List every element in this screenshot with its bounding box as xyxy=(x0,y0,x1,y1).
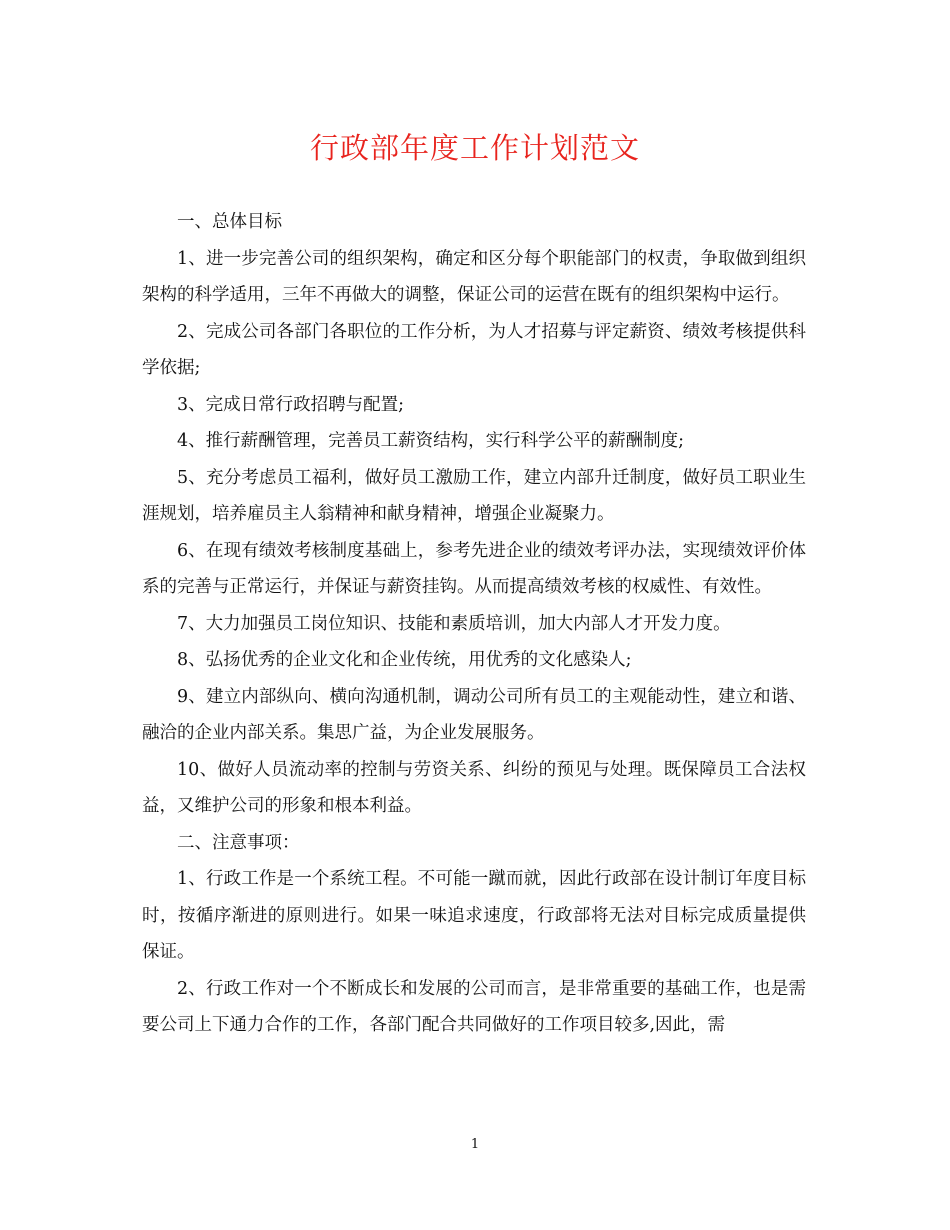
page-number: 1 xyxy=(470,1137,480,1152)
paragraph-goal-8: 8、弘扬优秀的企业文化和企业传统，用优秀的文化感染人; xyxy=(177,650,632,670)
section-heading-notes: 二、注意事项： xyxy=(177,832,300,853)
section-heading-goals: 一、总体目标 xyxy=(177,212,282,232)
paragraph-goal-10: 10、做好人员流动率的控制与劳资关系、纠纷的预见与处理。既保障员工合法权益，又维护公司的形象和根本利益。 xyxy=(142,759,806,816)
paragraph-goal-1: 1、进一步完善公司的组织架构，确定和区分每个职能部门的权责，争取做到组织架构的科学适用，三年不再做大的调整，保证公司的运营在既有的组织架构中运行。 xyxy=(142,248,806,305)
paragraph-goal-9: 9、建立内部纵向、横向沟通机制，调动公司所有员工的主观能动性，建立和谐、融洽的企业内部关系。集思广益，为企业发展服务。 xyxy=(142,686,806,743)
document-body xyxy=(142,204,806,1044)
paragraph-note-1: 1、行政工作是一个系统工程。不可能一蹴而就，因此行政部在设计制订年度目标时，按循序渐进的原则进行。如果一味追求速度，行政部将无法对目标完成质量提供保证。 xyxy=(142,869,806,962)
paragraph-goal-4: 4、推行薪酬管理，完善员工薪资结构，实行科学公平的薪酬制度; xyxy=(177,431,685,451)
paragraph-goal-5: 5、充分考虑员工福利，做好员工激励工作，建立内部升迁制度，做好员工职业生涯规划，培养雇员主人翁精神和献身精神，增强企业凝聚力。 xyxy=(142,467,806,524)
paragraph-goal-3: 3、完成日常行政招聘与配置; xyxy=(177,394,405,415)
paragraph-goal-2: 2、完成公司各部门各职位的工作分析，为人才招募与评定薪资、绩效考核提供科学依据; xyxy=(142,321,806,378)
document-title: 行政部年度工作计划范文 xyxy=(309,131,640,165)
paragraph-note-2: 2、行政工作对一个不断成长和发展的公司而言，是非常重要的基础工作，也是需要公司上下通力合作的工作，各部门配合共同做好的工作项目较多,因此，需 xyxy=(142,978,806,1035)
paragraph-goal-6: 6、在现有绩效考核制度基础上，参考先进企业的绩效考评办法，实现绩效评价体系的完善与正常运行，并保证与薪资挂钩。从而提高绩效考核的权威性、有效性。 xyxy=(142,540,806,597)
paragraph-goal-7: 7、大力加强员工岗位知识、技能和素质培训，加大内部人才开发力度。 xyxy=(177,613,731,634)
